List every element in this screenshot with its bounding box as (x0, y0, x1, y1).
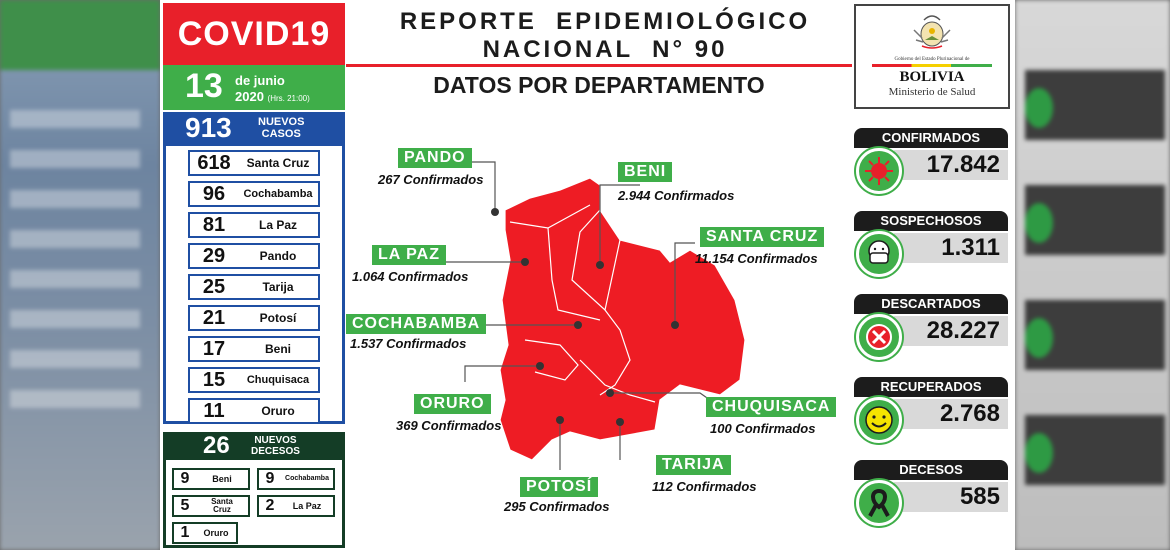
logo-small-text: Gobierno del Estado Plurinacional de (894, 57, 970, 62)
report-title-line2: NACIONAL N° 90 (482, 36, 728, 63)
new-death-row: 2 La Paz (257, 495, 335, 517)
background-left-blur (0, 0, 160, 550)
dept-value-santa-cruz: 11.154 Confirmados (695, 251, 818, 266)
dept-label-oruro: ORURO (414, 394, 491, 414)
ribbon-icon (856, 480, 902, 526)
report-title-line1: REPORTE EPIDEMIOLÓGICO (399, 8, 811, 35)
dept-value-oruro: 369 Confirmados (396, 418, 502, 433)
dept-value-tarija: 112 Confirmados (652, 479, 757, 494)
report-day: 13 (185, 67, 223, 105)
report-year: 2020 (Hrs. 21:00) (235, 89, 310, 104)
new-death-row: 9 Beni (172, 468, 250, 490)
x-circle-icon (856, 314, 902, 360)
dept-label-tarija: TARIJA (656, 455, 731, 475)
dept-value-chuquisaca: 100 Confirmados (710, 421, 816, 436)
stat-value: 585 (894, 482, 1008, 512)
dept-label-pando: PANDO (398, 148, 472, 168)
dept-value-la-paz: 1.064 Confirmados (352, 269, 469, 284)
virus-icon (856, 148, 902, 194)
mask-icon (856, 231, 902, 277)
new-deaths-total: 26 (203, 432, 230, 459)
new-death-row: 5 Santa Cruz (172, 495, 250, 517)
stat-recovered (854, 377, 1008, 443)
dept-label-chuquisaca: CHUQUISACA (706, 397, 836, 417)
background-right-blur (1015, 0, 1170, 550)
new-case-row: 81 La Paz (188, 212, 320, 238)
dept-value-cochabamba: 1.537 Confirmados (350, 336, 467, 351)
new-case-row: 618 Santa Cruz (188, 150, 320, 176)
report-month: de junio (235, 73, 285, 88)
new-cases-total: 913 (185, 112, 232, 143)
new-case-row: 15 Chuquisaca (188, 367, 320, 393)
dept-value-beni: 2.944 Confirmados (618, 188, 735, 203)
new-deaths-label: NUEVOS DECESOS (251, 435, 300, 457)
new-case-row: 96 Cochabamba (188, 181, 320, 207)
new-cases-label: NUEVOS CASOS (258, 116, 305, 140)
report-hours: (Hrs. 21:00) (267, 94, 310, 103)
dept-label-potosi: POTOSÍ (520, 477, 598, 497)
dept-label-santa-cruz: SANTA CRUZ (700, 227, 824, 247)
stat-value: 17.842 (894, 150, 1008, 180)
new-case-row: 11 Oruro (188, 398, 320, 424)
epidemiological-report-poster (160, 0, 1015, 550)
new-case-row: 21 Potosí (188, 305, 320, 331)
stat-deaths (854, 460, 1008, 526)
new-death-row: 1 Oruro (172, 522, 238, 544)
stat-discarded (854, 294, 1008, 360)
dept-label-la-paz: LA PAZ (372, 245, 446, 265)
new-case-row: 25 Tarija (188, 274, 320, 300)
stat-confirmed (854, 128, 1008, 194)
dept-label-beni: BENI (618, 162, 672, 182)
dept-value-pando: 267 Confirmados (378, 172, 484, 187)
stat-value: 28.227 (894, 316, 1008, 346)
logo-ministry: Ministerio de Salud (888, 86, 976, 98)
stat-label: RECUPERADOS (854, 377, 1008, 397)
logo-country: BOLIVIA (899, 69, 965, 85)
stat-value: 2.768 (894, 399, 1008, 429)
stat-label: DESCARTADOS (854, 294, 1008, 314)
dept-value-potosi: 295 Confirmados (504, 499, 610, 514)
new-case-row: 29 Pando (188, 243, 320, 269)
report-subtitle: DATOS POR DEPARTAMENTO (433, 72, 765, 98)
stat-label: DECESOS (854, 460, 1008, 480)
stat-label: SOSPECHOSOS (854, 211, 1008, 231)
new-death-row: 9 Cochabamba (257, 468, 335, 490)
dept-label-cochabamba: COCHABAMBA (346, 314, 486, 334)
stat-value: 1.311 (894, 233, 1008, 263)
smile-icon (856, 397, 902, 443)
stat-suspected (854, 211, 1008, 277)
stat-label: CONFIRMADOS (854, 128, 1008, 148)
map-country-shape (500, 178, 745, 460)
covid19-badge: COVID19 (163, 3, 345, 65)
new-case-row: 17 Beni (188, 336, 320, 362)
